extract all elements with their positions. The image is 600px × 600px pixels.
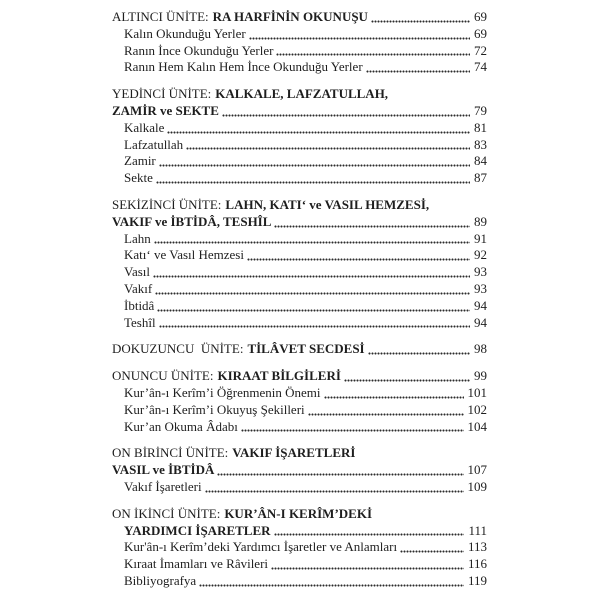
toc-section xyxy=(112,86,487,187)
toc-item-row xyxy=(112,231,487,248)
page-number: 91 xyxy=(474,230,487,246)
unit-header-row xyxy=(112,368,487,385)
page-number: 94 xyxy=(474,297,487,313)
page-number: 94 xyxy=(474,314,487,330)
unit-header-row xyxy=(112,506,487,523)
page-number: 111 xyxy=(468,522,487,538)
unit-title-continued: YARDIMCI İŞARETLER xyxy=(124,522,271,538)
toc-section xyxy=(112,9,487,76)
toc-item-row xyxy=(112,170,487,187)
toc-section xyxy=(112,445,487,495)
item-label: Ranın İnce Okunduğu Yerler xyxy=(124,42,274,58)
toc-item-row xyxy=(112,315,487,332)
unit-label: YEDİNCİ ÜNİTE: xyxy=(112,86,212,102)
unit-title-continued: VASIL ve İBTİDÂ xyxy=(112,462,215,478)
dotted-leader xyxy=(155,281,470,298)
dotted-leader xyxy=(199,573,464,590)
dotted-leader xyxy=(167,120,470,137)
unit-title: KIRAAT BİLGİLERİ xyxy=(217,368,341,384)
page-number: 93 xyxy=(474,280,487,296)
item-label: Kalın Okunduğu Yerler xyxy=(124,25,246,41)
item-label: Vakıf İşaretleri xyxy=(124,478,202,494)
page-number: 89 xyxy=(474,213,487,229)
unit-header-row xyxy=(112,197,487,214)
toc-section xyxy=(112,368,487,435)
page-number: 87 xyxy=(474,170,487,186)
page-number: 99 xyxy=(474,368,487,384)
dotted-leader xyxy=(157,298,470,315)
unit-header-row xyxy=(112,445,487,462)
page-number: 116 xyxy=(467,556,487,572)
item-label: Sekte xyxy=(124,170,153,186)
unit-header-row xyxy=(112,9,487,26)
toc-item-row xyxy=(112,120,487,137)
dotted-leader xyxy=(274,214,470,231)
dotted-leader xyxy=(159,153,470,170)
toc-item-row xyxy=(112,479,487,496)
dotted-leader xyxy=(371,9,470,26)
item-label: Bibliyografya xyxy=(124,572,197,588)
item-label: Kur'ân-ı Kerîm’deki Yardımcı İşaretler ve Anlamları xyxy=(124,539,398,555)
dotted-leader xyxy=(153,264,470,281)
toc-item-row xyxy=(112,539,487,556)
dotted-leader xyxy=(222,103,470,120)
toc-item-row xyxy=(112,264,487,281)
dotted-leader xyxy=(241,419,464,436)
toc-item-row xyxy=(112,281,487,298)
item-label: Kur’ân-ı Kerîm’i Öğrenmenin Önemi xyxy=(124,384,321,400)
dotted-leader xyxy=(274,523,465,540)
unit-label: ON İKİNCİ ÜNİTE: xyxy=(112,505,221,521)
dotted-leader xyxy=(217,462,463,479)
page-number: 72 xyxy=(474,42,487,58)
page-number: 101 xyxy=(467,384,487,400)
dotted-leader xyxy=(271,556,464,573)
item-label: Zamir xyxy=(124,153,156,169)
toc-item-row xyxy=(112,26,487,43)
item-label: Vakıf xyxy=(124,280,153,296)
unit-header-wrap-row xyxy=(112,462,487,479)
page-number: 109 xyxy=(467,478,487,494)
toc-section xyxy=(112,197,487,331)
dotted-leader xyxy=(400,539,464,556)
item-label: Kıraat İmamları ve Râvileri xyxy=(124,556,269,572)
unit-header-wrap-row xyxy=(112,523,487,540)
page-number: 107 xyxy=(467,462,487,478)
dotted-leader xyxy=(247,247,470,264)
toc-item-row xyxy=(112,556,487,573)
page-number: 74 xyxy=(474,59,487,75)
toc-section xyxy=(112,506,487,590)
item-label: Lahn xyxy=(124,230,151,246)
item-label: Lafzatullah xyxy=(124,136,184,152)
toc-item-row xyxy=(112,419,487,436)
unit-title: TİLÂVET SECDESİ xyxy=(247,341,365,357)
item-label: Teshîl xyxy=(124,314,156,330)
table-of-contents xyxy=(112,9,487,590)
toc-item-row xyxy=(112,153,487,170)
page-number: 113 xyxy=(467,539,487,555)
dotted-leader xyxy=(324,385,464,402)
dotted-leader xyxy=(344,368,470,385)
toc-item-row xyxy=(112,385,487,402)
page-number: 102 xyxy=(467,401,487,417)
page-number: 92 xyxy=(474,247,487,263)
unit-label: SEKİZİNCİ ÜNİTE: xyxy=(112,196,222,212)
unit-title: LAHN, KATI‘ ve VASIL HEMZESİ, xyxy=(225,196,430,212)
page-number: 119 xyxy=(467,572,487,588)
unit-header-row xyxy=(112,86,487,103)
unit-title-continued: ZAMİR ve SEKTE xyxy=(112,102,219,118)
toc-item-row xyxy=(112,402,487,419)
page-number: 93 xyxy=(474,264,487,280)
item-label: Vasıl xyxy=(124,264,150,280)
toc-item-row xyxy=(112,43,487,60)
page-number: 84 xyxy=(474,153,487,169)
dotted-leader xyxy=(276,43,470,60)
item-label: İbtidâ xyxy=(124,297,155,313)
unit-header-row xyxy=(112,341,487,358)
unit-title: RA HARFİNİN OKUNUŞU xyxy=(212,9,368,24)
toc-section xyxy=(112,341,487,358)
unit-title: VAKIF İŞARETLERİ xyxy=(232,445,356,461)
toc-item-row xyxy=(112,298,487,315)
unit-title-continued: VAKIF ve İBTİDÂ, TESHÎL xyxy=(112,213,272,229)
page-number: 69 xyxy=(474,9,487,24)
item-label: Kur’ân-ı Kerîm’i Okuyuş Şekilleri xyxy=(124,401,305,417)
unit-label: ALTINCI ÜNİTE: xyxy=(112,9,209,24)
dotted-leader xyxy=(249,26,470,43)
dotted-leader xyxy=(159,315,470,332)
page-number: 83 xyxy=(474,136,487,152)
dotted-leader xyxy=(308,402,464,419)
unit-title: KALKALE, LAFZATULLAH, xyxy=(215,86,389,102)
item-label: Katı‘ ve Vasıl Hemzesi xyxy=(124,247,244,263)
page-number: 79 xyxy=(474,102,487,118)
unit-title: KUR’ÂN-I KERÎM’DEKİ xyxy=(224,505,373,521)
toc-item-row xyxy=(112,573,487,590)
dotted-leader xyxy=(156,170,470,187)
page-number: 104 xyxy=(467,418,487,434)
page-number: 81 xyxy=(474,119,487,135)
toc-item-row xyxy=(112,59,487,76)
toc-item-row xyxy=(112,247,487,264)
unit-header-wrap-row xyxy=(112,214,487,231)
dotted-leader xyxy=(186,137,470,154)
dotted-leader xyxy=(366,59,470,76)
dotted-leader xyxy=(154,231,470,248)
item-label: Ranın Hem Kalın Hem İnce Okunduğu Yerler xyxy=(124,59,363,75)
unit-label: ONUNCU ÜNİTE: xyxy=(112,368,214,384)
unit-label: ON BİRİNCİ ÜNİTE: xyxy=(112,445,229,461)
toc-item-row xyxy=(112,137,487,154)
page-number: 98 xyxy=(474,341,487,357)
page-number: 69 xyxy=(474,25,487,41)
unit-header-wrap-row xyxy=(112,103,487,120)
dotted-leader xyxy=(368,341,470,358)
dotted-leader xyxy=(205,479,464,496)
item-label: Kur’an Okuma Âdabı xyxy=(124,418,238,434)
item-label: Kalkale xyxy=(124,119,165,135)
unit-label: DOKUZUNCU ÜNİTE: xyxy=(112,341,244,357)
